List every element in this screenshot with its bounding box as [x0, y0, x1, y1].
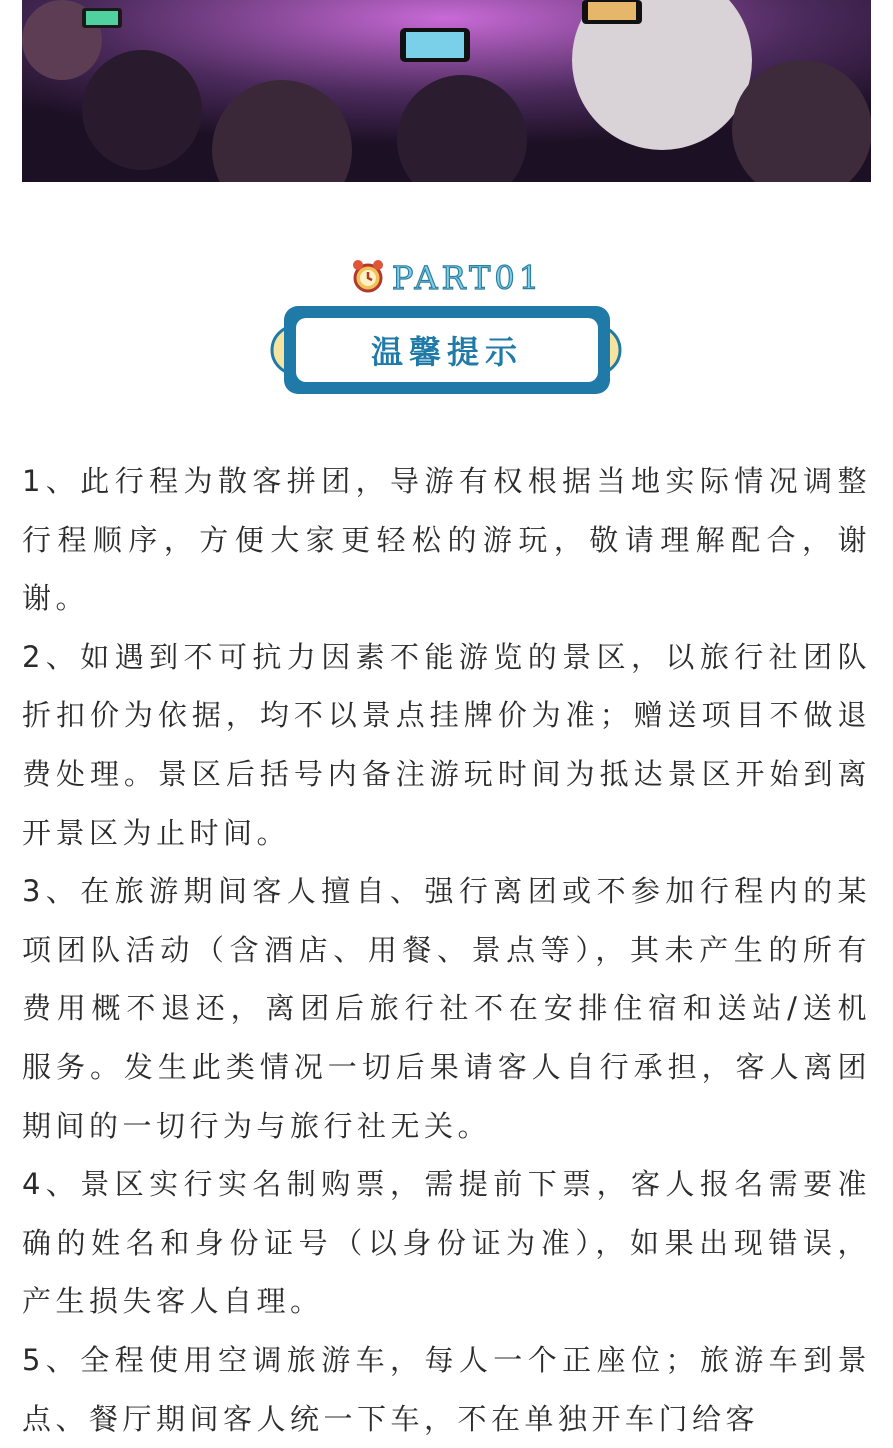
note-item: 2、如遇到不可抗力因素不能游览的景区，以旅行社团队折扣价为依据，均不以景点挂牌价为准；赠送项目不做退费处理。景区后括号内备注游玩时间为抵达景区开始到离开景区为止时间。: [22, 639, 871, 850]
note-item: 3、在旅游期间客人擅自、强行离团或不参加行程内的某项团队活动（含酒店、用餐、景点等），其未产生的所有费用概不退还，离团后旅行社不在安排住宿和送站/送机服务。发生此类情况一切后果请客人自行承担，客人离团期间的一切行为与旅行社无关。: [22, 874, 871, 1143]
tip-badge: [266, 304, 626, 396]
part-label: PART01: [391, 259, 544, 297]
tip-title: 温馨提示: [370, 333, 523, 371]
note-item: 5、全程使用空调旅游车，每人一个正座位；旅游车到景点、餐厅期间客人统一下车，不在单独开车门给客: [22, 1342, 871, 1436]
part-header: [0, 258, 893, 298]
hero-photo: [22, 0, 871, 182]
note-item: 1、此行程为散客拼团，导游有权根据当地实际情况调整行程顺序，方便大家更轻松的游玩，敬请理解配合，谢谢。: [22, 464, 871, 616]
tip-inner-panel: [296, 318, 598, 382]
notes-content: [22, 452, 871, 1448]
note-item: 4、景区实行实名制购票，需提前下票，客人报名需要准确的姓名和身份证号（以身份证为准），如果出现错误，产生损失客人自理。: [22, 1167, 871, 1319]
alarm-clock-icon: [350, 258, 386, 298]
